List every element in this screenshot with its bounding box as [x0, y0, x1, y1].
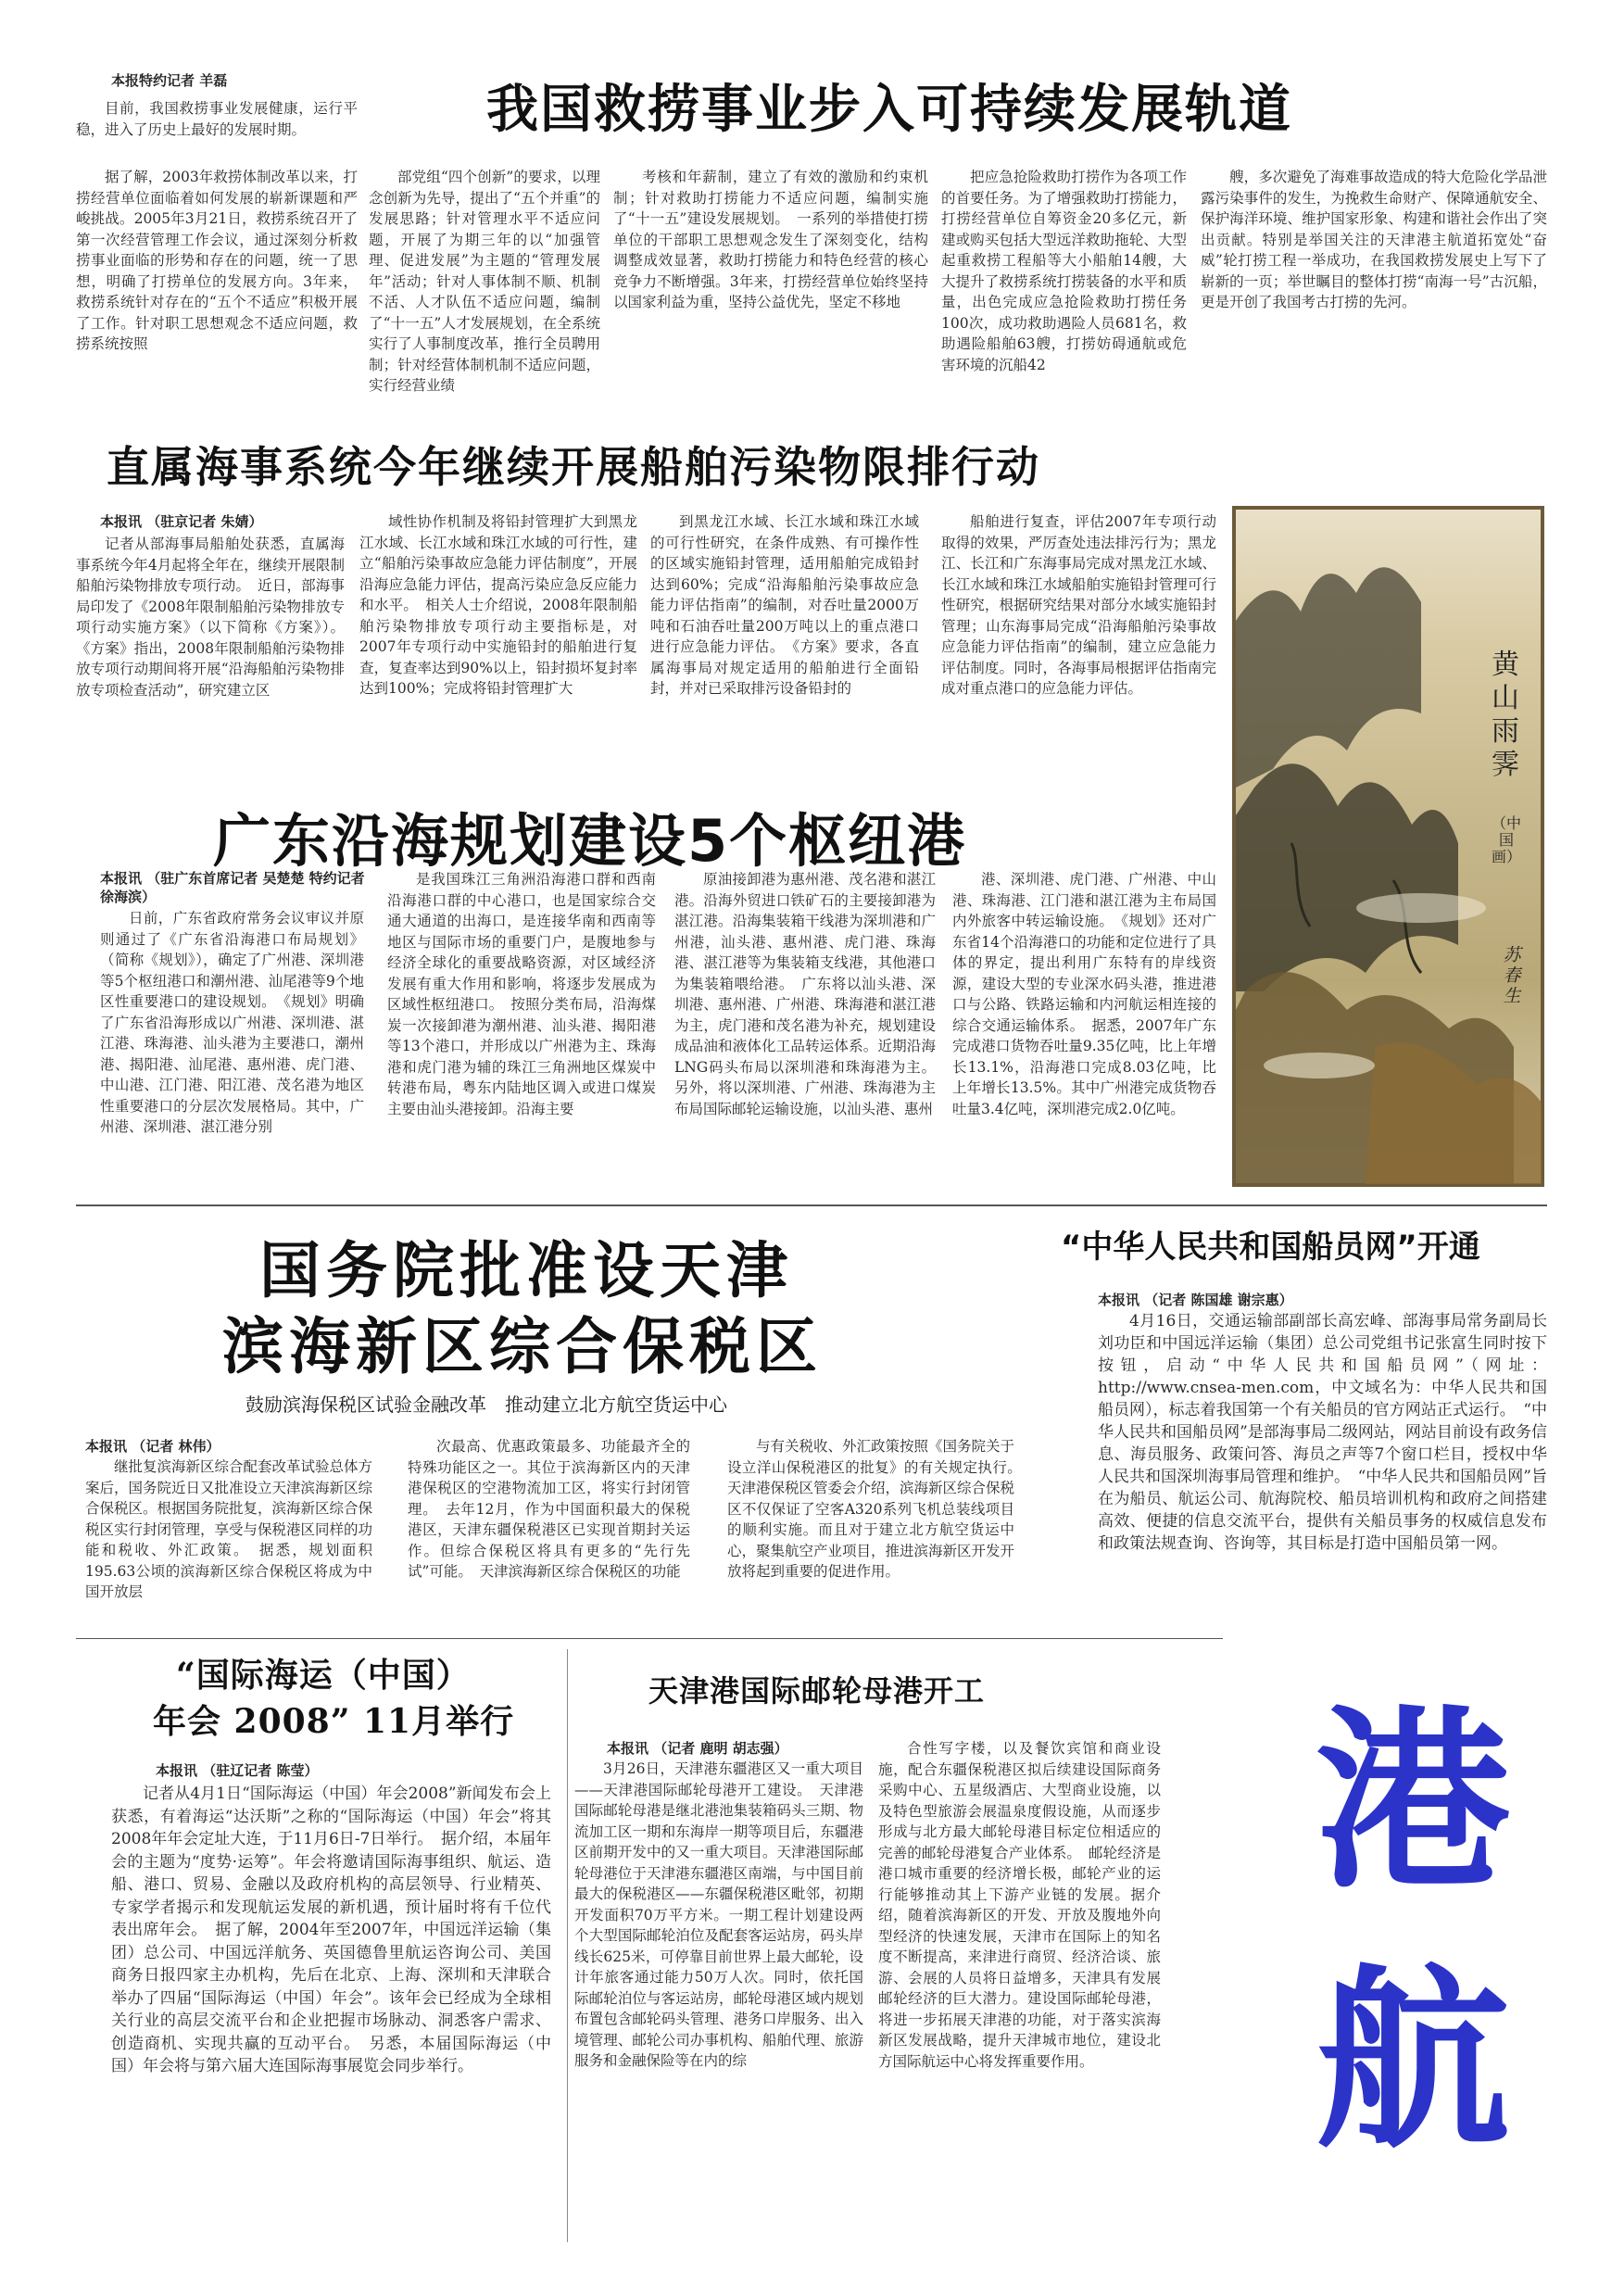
article3-column-4: 港、深圳港、虎门港、广州港、中山港、珠海港、江门港和湛江港为主布局国内外旅客中转运输设施。 《规划》还对广东省14个沿海港口的功能和定位进行了具体的界定，提出利用广东特有的岸线资源，建设大型的专业深水码头港，推进港口与公路、铁路运输和内河航运相连接的综合交通运输体系。 据悉，2007年广东完成港口货物吞吐量9.35亿吨，比上年增长13.1%，沿海港口完成8.03亿吨，比上年增长13.5%。其中广州港完成货物吞吐量3.4亿吨，深圳港完成2.0亿吨。 — [952, 871, 1216, 1117]
article3-byline: 本报讯 （驻广东首席记者 吴楚楚 特约记者 徐海滨） — [100, 870, 365, 905]
article2-column-2: 域性协作机制及将铅封管理扩大到黑龙江水域、长江水域和珠江水域的可行性，建立“船舶污染事故应急能力评估制度”，开展沿海应急能力评估，提高污染应急反应能力和水平。 相关人士介绍说，2008年限制船舶污染物排放专项行动主要指标是，对2007年专项行动中实施铅封的船舶进行复查，复查率达到90%以上，铅封损坏复封率达到100%；完成将铅封管理扩大 — [359, 513, 637, 697]
article1-headline: 我国救捞事业步入可持续发展轨道 — [486, 80, 1292, 140]
article3-column-2: 是我国珠江三角洲沿海港口群和西南沿海港口群的中心港口，也是国家综合交通大通道的出海口，是连接华南和西南等地区与国际市场的重要门户，是腹地参与经济全球化的重要战略资源，对区域经济发展有重大作用和影响，将逐步发展成为区域性枢纽港口。 按照分类布局，沿海煤炭一次接卸港为潮州港、汕头港、揭阳港等13个港口，并形成以广州港为主、珠海港和虎门港为辅的珠江三角洲地区煤炭中转港布局，粤东内陆地区调入或进口煤炭主要由汕头港接卸。沿海主要 — [387, 871, 656, 1117]
article3-headline: 广东沿海规划建设5个枢纽港 — [213, 807, 967, 875]
article5-byline: 本报讯 （记者 陈国雄 谢宗惠） — [1098, 1292, 1293, 1308]
article1-column-3: 考核和年薪制，建立了有效的激励和约束机制；针对救助打捞能力不适应问题，编制实施了“十一五”建设发展规划。 一系列的举措使打捞单位的干部职工思想观念发生了深刻变化，结构调整成效显著，救助打捞能力和特色经营的核心竞争力不断增强。3年来，打捞经营单位始终坚持以国家利益为重，坚持公益优先，坚定不移地 — [613, 169, 928, 310]
article4-byline: 本报讯 （记者 林伟） — [85, 1438, 220, 1455]
article1-column-5: 艘，多次避免了海难事故造成的特大危险化学品泄露污染事件的发生，为挽救生命财产、保障通航安全、保护海洋环境、维护国家形象、构建和谐社会作出了突出贡献。特别是举国关注的天津港主航道拓宽处“奋威”轮打捞工程一举成功，在我国救捞发展史上写下了崭新的一页；举世瞩目的整体打捞“南海一号”古沉船，更是开创了我国考古打捞的先河。 — [1201, 169, 1547, 310]
painting-huangshan — [1232, 506, 1544, 1187]
article1-column-4: 把应急抢险救助打捞作为各项工作的首要任务。为了增强救助打捞能力，打捞经营单位自筹资金20多亿元，新建或购买包括大型远洋救助拖轮、大型起重救捞工程船等大小船舶14艘，大大提升了救捞系统打捞装备的水平和质量，出色完成应急抢险救助打捞任务100次，成功救助遇险人员681名，救助遇险船舶63艘，打捞妨碍通航或危害环境的沉船42 — [941, 169, 1187, 373]
article6-headline-line2: 年会 2008” 11月举行 — [153, 1702, 515, 1741]
article7-column-2: 合性写字楼，以及餐饮宾馆和商业设施，配合东疆保税港区拟后续建设国际商务采购中心、五星级酒店、大型商业设施，以及特色型旅游会展温泉度假设施，从而逐步形成与北方最大邮轮母港目标定位相适应的完善的邮轮母港复合产业体系。 邮轮经济是港口城市重要的经济增长极，邮轮产业的运行能够推动其上下游产业链的发展。据介绍，随着滨海新区的开发、开放及腹地外向型经济的快速发展，天津市在国际上的知名度不断提高，来津进行商贸、经济洽谈、旅游、会展的人员将日益增多，天津具有发展邮轮经济的巨大潜力。建设国际邮轮母港，将进一步拓展天津港的功能，对于落实滨海新区发展战略，提升天津城市地位，建设北方国际航运中心将发挥重要作用。 — [878, 1740, 1161, 2070]
section-label-char-1: 港 — [1315, 1688, 1510, 1915]
painting-author: 苏春生 — [1503, 945, 1521, 1006]
painting-subtitle: （中国画） — [1491, 814, 1521, 865]
article1-lead: 目前，我国救捞事业发展健康，运行平稳，进入了历史上最好的发展时期。 — [76, 100, 358, 138]
article6-headline-line1: “国际海运（中国） — [176, 1656, 471, 1695]
article5-headline: “中华人民共和国船员网”开通 — [1061, 1229, 1480, 1266]
article3-column-3: 原油接卸港为惠州港、茂名港和湛江港。沿海外贸进口铁矿石的主要接卸港为湛江港。沿海集装箱干线港为深圳港和广州港，汕头港、惠州港、虎门港、珠海港、湛江港等为集装箱支线港，其他港口为集装箱喂给港。 广东将以汕头港、深圳港、惠州港、广州港、珠海港和湛江港为主，虎门港和茂名港为补充，规划建设成品油和液体化工品转运体系。近期沿海LNG码头布局以深圳港和珠海港为主。另外，将以深圳港、广州港、珠海港为主布局国际邮轮运输设施，以汕头港、惠州 — [674, 871, 936, 1117]
article4-headline-line1: 国务院批准设天津 — [259, 1235, 793, 1306]
article2-column-1: 记者从部海事局船舶处获悉，直属海事系统今年4月起将全年在，继续开展限制船舶污染物排放专项行动。 近日，部海事局印发了《2008年限制船舶污染物排放专项行动实施方案》（以下简称《方案》）。《方案》指出，2008年限制船舶污染物排放专项行动期间将开展“沿海船舶污染物排放专项检查活动”，研究建立区 — [76, 536, 345, 699]
article5-body: 4月16日，交通运输部副部长高宏峰、部海事局常务副局长刘功臣和中国远洋运输（集团）总公司党组书记张富生同时按下按钮，启动“中华人民共和国船员网”（网址：http://www.cnsea-men.com，中文域名为：中华人民共和国船员网），标志着我国第一个有关船员的官方网站正式运行。 “中华人民共和国船员网”是部海事局二级网站，网站目前设有政务信息、海员服务、政策问答、海员之声等7个窗口栏目，授权中华人民共和国深圳海事局管理和维护。 “中华人民共和国船员网”旨在为船员、航运公司、航海院校、船员培训机构和政府之间搭建高效、便捷的信息交流平台，提供有关船员事务的权威信息发布和政策法规查询、咨询等，其目标是打造中国船员第一网。 — [1098, 1312, 1547, 1553]
article7-headline: 天津港国际邮轮母港开工 — [648, 1673, 986, 1709]
article6-byline: 本报讯 （驻辽记者 陈莹） — [156, 1762, 319, 1779]
section-divider-2 — [76, 1638, 1223, 1639]
article2-headline: 直属海事系统今年继续开展船舶污染物限排行动 — [107, 442, 1040, 492]
article3-column-1: 日前，广东省政府常务会议审议并原则通过了《广东省沿海港口布局规划》（简称《规划》），确定了广州港、深圳港等5个枢纽港口和潮州港、汕尾港等9个地区性重要港口的建设规划。 《规划》明确了广东省沿海形成以广州港、深圳港、湛江港、珠海港、汕头港为主要港口，潮州港、揭阳港、汕尾港、惠州港、虎门港、中山港、江门港、阳江港、茂名港为地区性重要港口的分层次发展格局。其中，广州港、深圳港、湛江港分别 — [100, 910, 364, 1135]
article2-column-3: 到黑龙江水域、长江水域和珠江水域的可行性研究，在条件成熟、有可操作性的区域实施铅封管理，适用船舶完成铅封达到60%；完成“沿海船舶污染事故应急能力评估指南”的编制，对吞吐量2000万吨和石油吞吐量200万吨以上的重点港口进行应急能力评估。 《方案》要求，各直属海事局对规定适用的船舶进行全面铅封，并对已采取排污设备铅封的 — [650, 513, 919, 697]
article1-byline: 本报特约记者 羊磊 — [111, 72, 228, 89]
section-label-char-2: 航 — [1315, 1948, 1510, 2175]
article4-column-3: 与有关税收、外汇政策按照《国务院关于设立洋山保税港区的批复》的有关规定执行。 天津港保税区管委会介绍，滨海新区综合保税区不仅保证了空客A320系列飞机总装线项目的顺利实施。而且对于建立北方航空货运中心，聚集航空产业项目，推进滨海新区开发开放将起到重要的促进作用。 — [727, 1438, 1029, 1580]
article2-column-4: 船舶进行复查，评估2007年专项行动取得的效果，严厉查处违法排污行为；黑龙江、长江和广东海事局完成对黑龙江水域、长江水域和珠江水域船舶实施铅封管理可行性研究，根据研究结果对部分水域实施铅封管理；山东海事局完成“沿海船舶污染事故应急能力评估指南”的编制，建立应急能力评估制度。同时，各海事局根据评估指南完成对重点港口的应急能力评估。 — [941, 513, 1216, 697]
article4-subheadline: 鼓励滨海保税区试验金融改革 推动建立北方航空货运中心 — [245, 1394, 727, 1416]
column-divider — [567, 1649, 568, 2242]
article1-column-1: 据了解，2003年救捞体制改革以来，打捞经营单位面临着如何发展的崭新课题和严峻挑战。2005年3月21日，救捞系统召开了第一次经营管理工作会议，通过深刻分析救捞事业面临的形势和存在的问题，统一了思想，明确了打捞单位的发展方向。3年来，救捞系统针对存在的“五个不适应”积极开展了工作。针对职工思想观念不适应问题，救捞系统按照 — [76, 169, 358, 352]
section-divider — [76, 1204, 1547, 1206]
article4-headline-line2: 滨海新区综合保税区 — [222, 1311, 823, 1382]
article4-column-2: 次最高、优惠政策最多、功能最齐全的特殊功能区之一。其位于滨海新区内的天津港保税区的空港物流加工区，将实行封闭管理。 去年12月，作为中国面积最大的保税港区，天津东疆保税港区已实现首期封关运作。但综合保税区将具有更多的“先行先试”可能。 天津滨海新区综合保税区的功能 — [408, 1438, 690, 1580]
painting-title: 黄山雨霁 — [1492, 649, 1519, 781]
article1-column-2: 部党组“四个创新”的要求，以理念创新为先导，提出了“五个并重”的发展思路；针对管理水平不适应问题，开展了为期三年的以“加强管理、促进发展”为主题的“管理发展年”活动；针对人事体制不顺、机制不活、人才队伍不适应问题，编制了“十一五”人才发展规划，在全系统实行了人事制度改革，推行全员聘用制；针对经营体制机制不适应问题，实行经营业绩 — [369, 169, 600, 394]
article7-byline: 本报讯 （记者 鹿明 胡志强） — [607, 1740, 788, 1757]
article6-body: 记者从4月1日“国际海运（中国）年会2008”新闻发布会上获悉，有着海运“达沃斯”之称的“国际海运（中国）年会”将其2008年年会定址大连，于11月6日-7日举行。 据介绍，本届年会的主题为“度势·运筹”。年会将邀请国际海事组织、航运、造船、港口、贸易、金融以及政府机构的高层领导、行业精英、专家学者揭示和发现航运发展的新机遇，预计届时将有千位代表出席年会。 据了解，2004年至2007年，中国远洋运输（集团）总公司、中国远洋航务、英国德鲁里航运咨询公司、美国商务日报四家主办机构，先后在北京、上海、深圳和天津联合举办了四届“国际海运（中国）年会”。该年会已经成为全球相关行业的高层交流平台和企业把握市场脉动、洞悉客户需求、创造商机、实现共赢的互动平台。 另悉，本届国际海运（中国）年会将与第六届大连国际海事展览会同步举行。 — [111, 1784, 551, 2075]
article7-column-1: 3月26日，天津港东疆港区又一重大项目——天津港国际邮轮母港开工建设。 天津港国际邮轮母港是继北港池集装箱码头三期、物流加工区一期和东海岸一期等项目后，东疆港区前期开发中的又一重大项目。天津港国际邮轮母港位于天津港东疆港区南端，与中国目前最大的保税港区——东疆保税港区毗邻，初期开发面积70万平方米。一期工程计划建设两个大型国际邮轮泊位及配套客运站房，码头岸线长625米，可停靠目前世界上最大邮轮，设计年旅客通过能力50万人次。同时，依托国际邮轮泊位与客运站房，邮轮母港区域内规划布置包含邮轮码头管理、港务口岸服务、出入境管理、邮轮公司办事机构、船舶代理、旅游服务和金融保险等在内的综 — [574, 1760, 863, 2069]
article4-column-1: 继批复滨海新区综合配套改革试验总体方案后，国务院近日又批准设立天津滨海新区综合保税区。根据国务院批复，滨海新区综合保税区实行封闭管理，享受与保税港区同样的功能和税收、外汇政策。 据悉，规划面积195.63公顷的滨海新区综合保税区将成为中国开放层 — [85, 1458, 373, 1600]
article2-byline: 本报讯 （驻京记者 朱婧） — [100, 513, 263, 530]
